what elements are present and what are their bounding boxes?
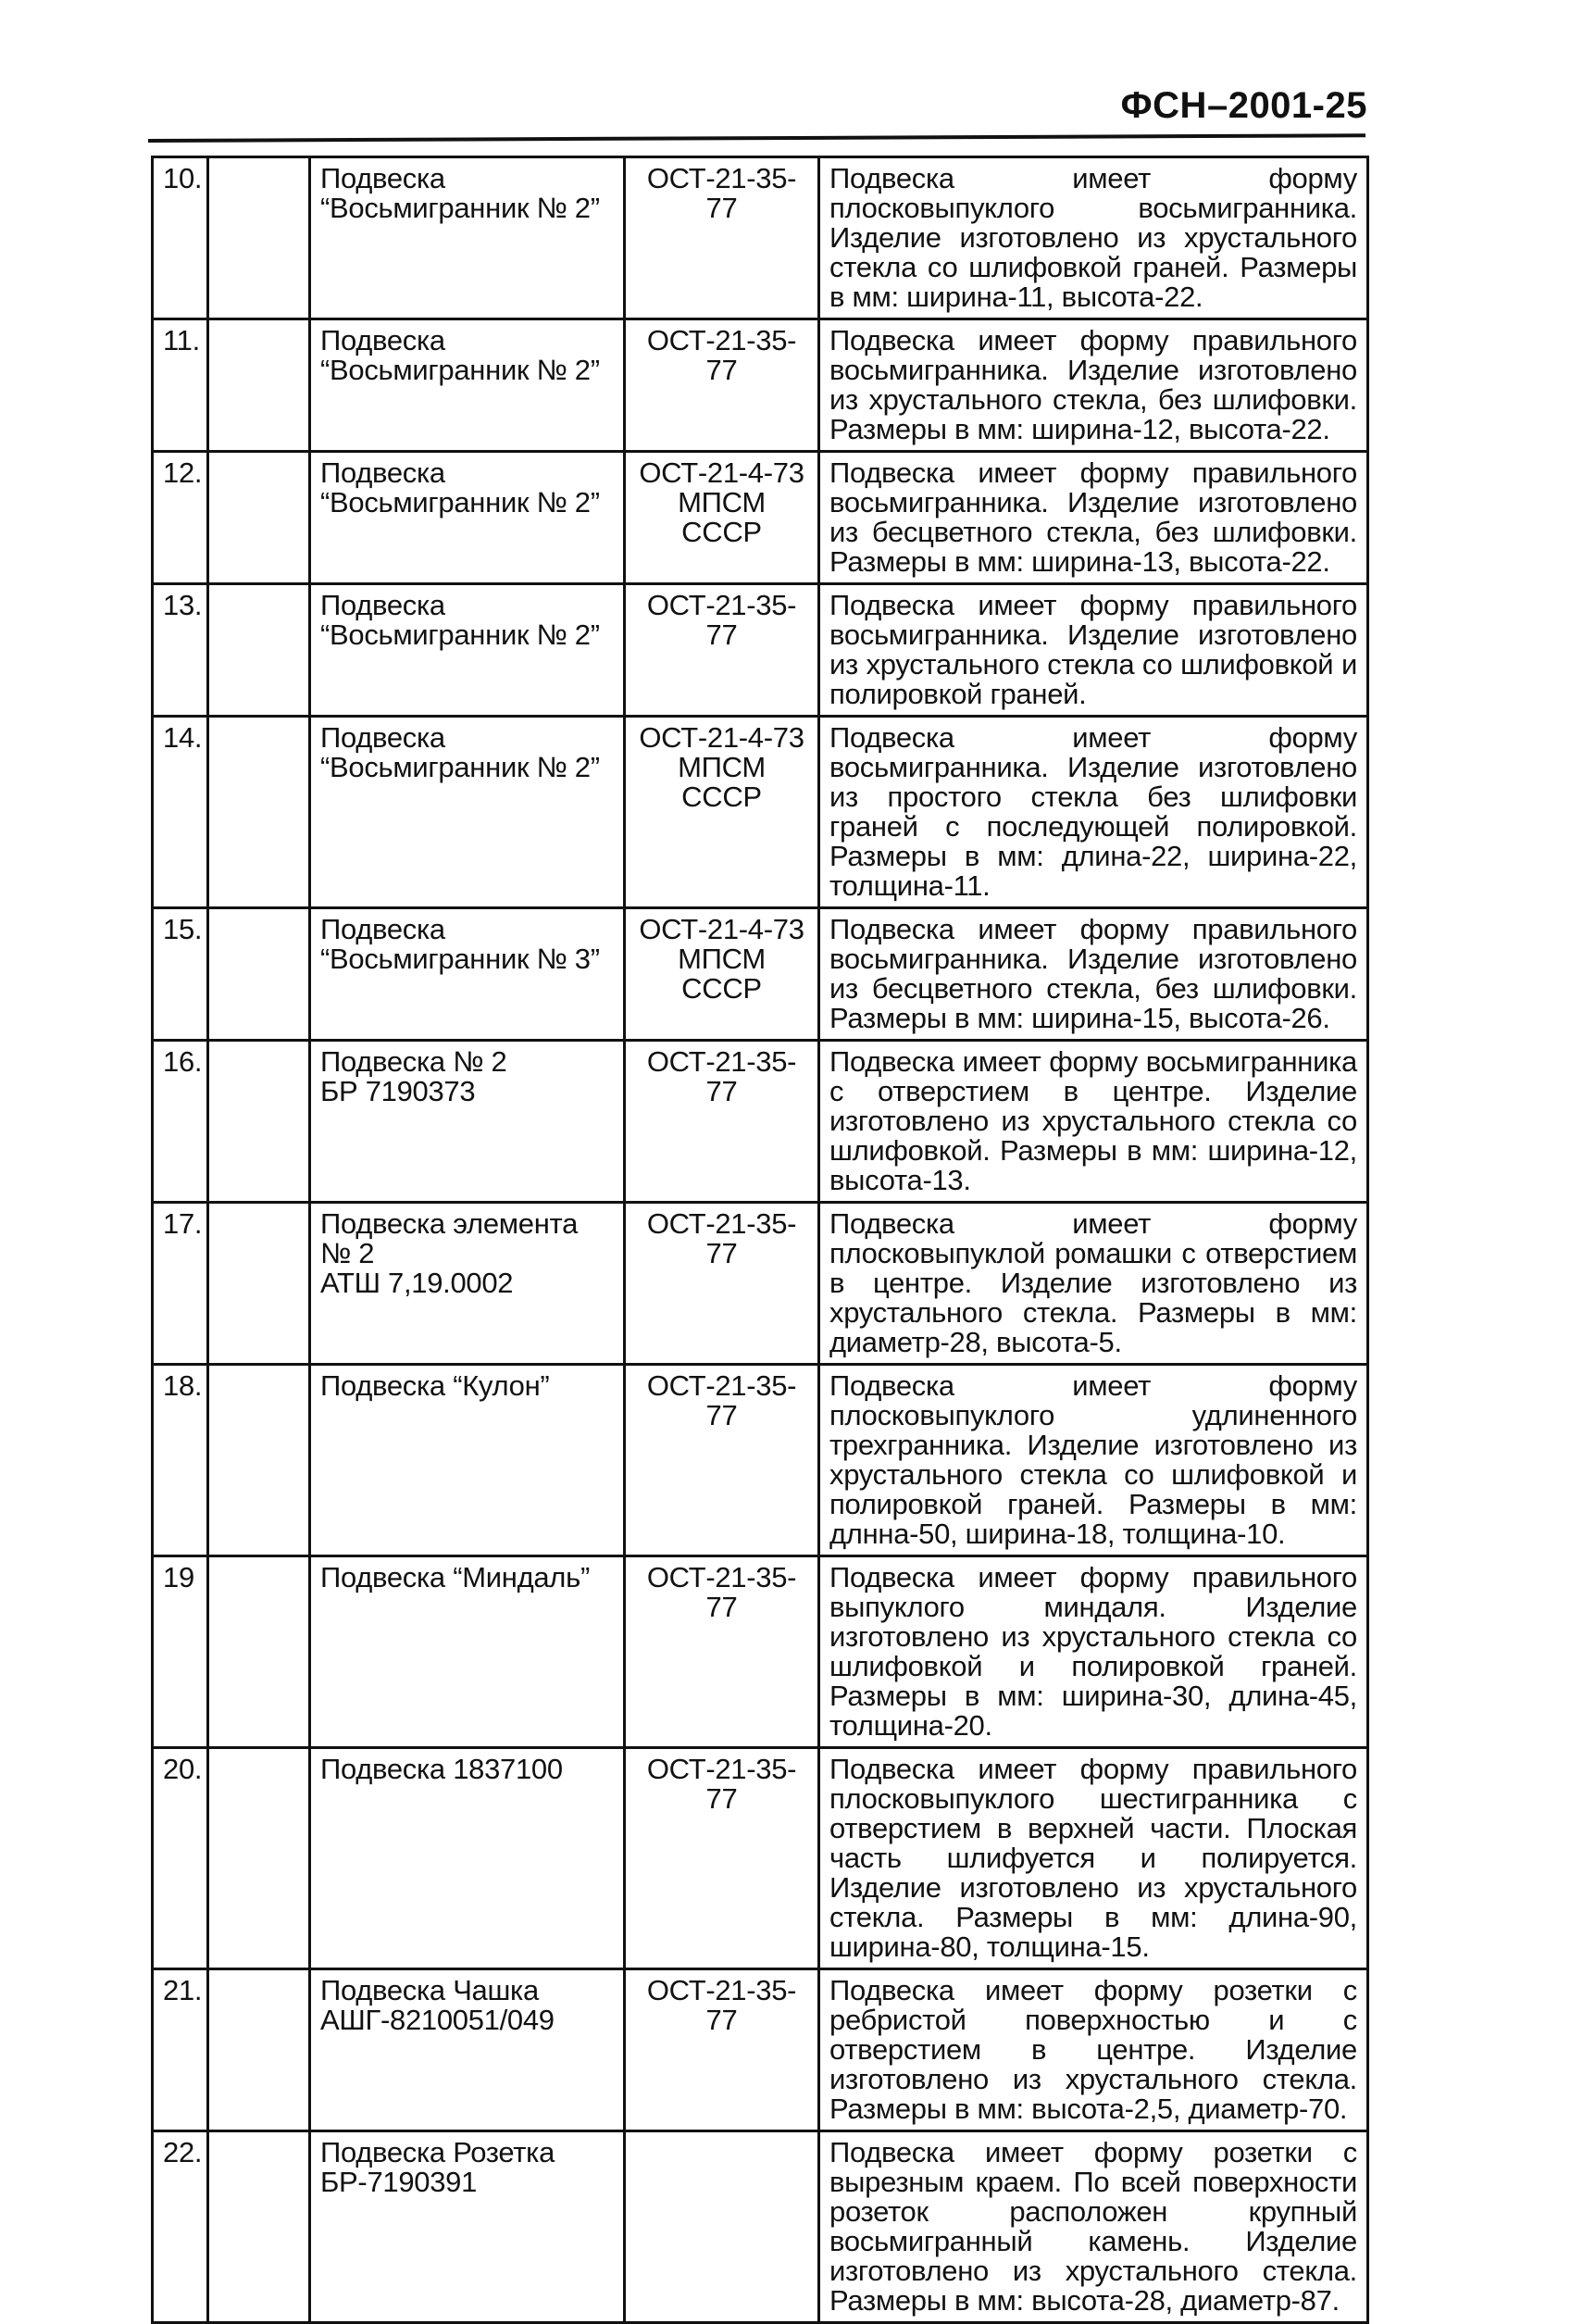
item-description: Подвеска имеет форму розетки с ребристой поверхностью и с отверстием в центре. Изделие изготовлено из хрустального стекла. Размеры в мм: высота-2,5, диаметр-70. [819,1969,1368,2131]
item-description: Подвеска имеет форму восьмигранника. Изделие изготовлено из простого стекла без шлифовки граней с последующей полировкой. Размеры в мм: длина-22, ширина-22, толщина-11. [819,717,1368,908]
item-name: Подвеска Чашка АШГ-8210051/049 [310,1969,625,2131]
blank-cell [208,1748,310,1969]
item-description: Подвеска имеет форму правильного восьмигранника. Изделие изготовлено из хрустального стекла, без шлифовки. Размеры в мм: ширина-12, высота-22. [819,319,1368,452]
row-number: 10. [153,157,208,319]
row-number: 17. [153,1203,208,1365]
standard-code: ОСТ-21-35-77 [625,319,819,452]
blank-cell [208,452,310,584]
table-row [153,452,1368,584]
blank-cell [208,584,310,717]
table-row [153,1203,1368,1365]
standard-code: ОСТ-21-35-77 [625,1969,819,2131]
blank-cell [208,1969,310,2131]
blank-cell [208,319,310,452]
standard-code [625,2131,819,2323]
page-header-code: ФСН–2001-25 [1120,85,1367,126]
standard-code: ОСТ-21-35-77 [625,584,819,717]
blank-cell [208,1556,310,1748]
item-description: Подвеска имеет форму правильного восьмигранника. Изделие изготовлено из хрустального стекла со шлифовкой и полировкой граней. [819,584,1368,717]
standard-code: ОСТ-21-35-77 [625,1365,819,1556]
row-number: 21. [153,1969,208,2131]
table-row [153,717,1368,908]
item-name: Подвеска “Восьмигранник № 2” [310,157,625,319]
row-number: 15. [153,908,208,1041]
table-row [153,1365,1368,1556]
item-description: Подвеска имеет форму правильного восьмигранника. Изделие изготовлено из бесцветного стекла, без шлифовки. Размеры в мм: ширина-15, высота-26. [819,908,1368,1041]
blank-cell [208,717,310,908]
standard-code: ОСТ-21-35-77 [625,1748,819,1969]
item-description: Подвеска имеет форму розетки с вырезным краем. По всей поверхности розеток расположен крупный восьмигранный камень. Изделие изготовлено из хрустального стекла. Размеры в мм: высота-28, диаметр-87. [819,2131,1368,2323]
row-number: 11. [153,319,208,452]
row-number: 22. [153,2131,208,2323]
table-row [153,2131,1368,2323]
row-number: 13. [153,584,208,717]
blank-cell [208,157,310,319]
item-description: Подвеска имеет форму восьмигранника с отверстием в центре. Изделие изготовлено из хрустального стекла со шлифовкой. Размеры в мм: ширина-12, высота-13. [819,1041,1368,1203]
top-rule [148,133,1365,143]
blank-cell [208,1203,310,1365]
item-name: Подвеска “Восьмигранник № 2” [310,452,625,584]
table-row [153,1556,1368,1748]
specification-table-container [151,156,1366,2324]
item-name: Подвеска “Восьмигранник № 3” [310,908,625,1041]
item-description: Подвеска имеет форму правильного плосковыпуклого шестигранника с отверстием в верхней части. Плоская часть шлифуется и полируется. Изделие изготовлено из хрустального стекла. Размеры в мм: длина-90, ширина-80, толщина-15. [819,1748,1368,1969]
standard-code: ОСТ-21-4-73 МПСМ СССР [625,908,819,1041]
table-row [153,1041,1368,1203]
item-name: Подвеска “Кулон” [310,1365,625,1556]
table-row [153,157,1368,319]
table-row [153,1748,1368,1969]
row-number: 12. [153,452,208,584]
table-row [153,584,1368,717]
blank-cell [208,1041,310,1203]
standard-code: ОСТ-21-35-77 [625,1203,819,1365]
item-name: Подвеска Розетка БР-7190391 [310,2131,625,2323]
specification-table [151,156,1369,2324]
item-description: Подвеска имеет форму правильного выпуклого миндаля. Изделие изготовлено из хрустального стекла со шлифовкой и полировкой граней. Размеры в мм: ширина-30, длина-45, толщина-20. [819,1556,1368,1748]
row-number: 16. [153,1041,208,1203]
item-name: Подвеска “Восьмигранник № 2” [310,584,625,717]
item-description: Подвеска имеет форму плосковыпуклого удлиненного трехгранника. Изделие изготовлено из хрустального стекла со шлифовкой и полировкой граней. Размеры в мм: длнна-50, ширина-18, толщина-10. [819,1365,1368,1556]
row-number: 19 [153,1556,208,1748]
item-description: Подвеска имеет форму правильного восьмигранника. Изделие изготовлено из бесцветного стекла, без шлифовки. Размеры в мм: ширина-13, высота-22. [819,452,1368,584]
item-name: Подвеска “Восьмигранник № 2” [310,319,625,452]
blank-cell [208,2131,310,2323]
row-number: 14. [153,717,208,908]
standard-code: ОСТ-21-4-73 МПСМ СССР [625,717,819,908]
standard-code: ОСТ-21-35-77 [625,1041,819,1203]
table-row [153,908,1368,1041]
row-number: 20. [153,1748,208,1969]
item-description: Подвеска имеет форму плосковыпуклого восьмигранника. Изделие изготовлено из хрустального стекла со шлифовкой граней. Размеры в мм: ширина-11, высота-22. [819,157,1368,319]
item-name: Подвеска № 2 БР 7190373 [310,1041,625,1203]
table-row [153,319,1368,452]
blank-cell [208,1365,310,1556]
standard-code: ОСТ-21-4-73 МПСМ СССР [625,452,819,584]
item-name: Подвеска “Миндаль” [310,1556,625,1748]
table-row [153,1969,1368,2131]
item-description: Подвеска имеет форму плосковыпуклой ромашки с отверстием в центре. Изделие изготовлено из хрустального стекла. Размеры в мм: диаметр-28, высота-5. [819,1203,1368,1365]
table-body [153,157,1368,2323]
item-name: Подвеска элемента № 2 АТШ 7,19.0002 [310,1203,625,1365]
standard-code: ОСТ-21-35-77 [625,157,819,319]
row-number: 18. [153,1365,208,1556]
item-name: Подвеска 1837100 [310,1748,625,1969]
standard-code: ОСТ-21-35-77 [625,1556,819,1748]
item-name: Подвеска “Восьмигранник № 2” [310,717,625,908]
blank-cell [208,908,310,1041]
